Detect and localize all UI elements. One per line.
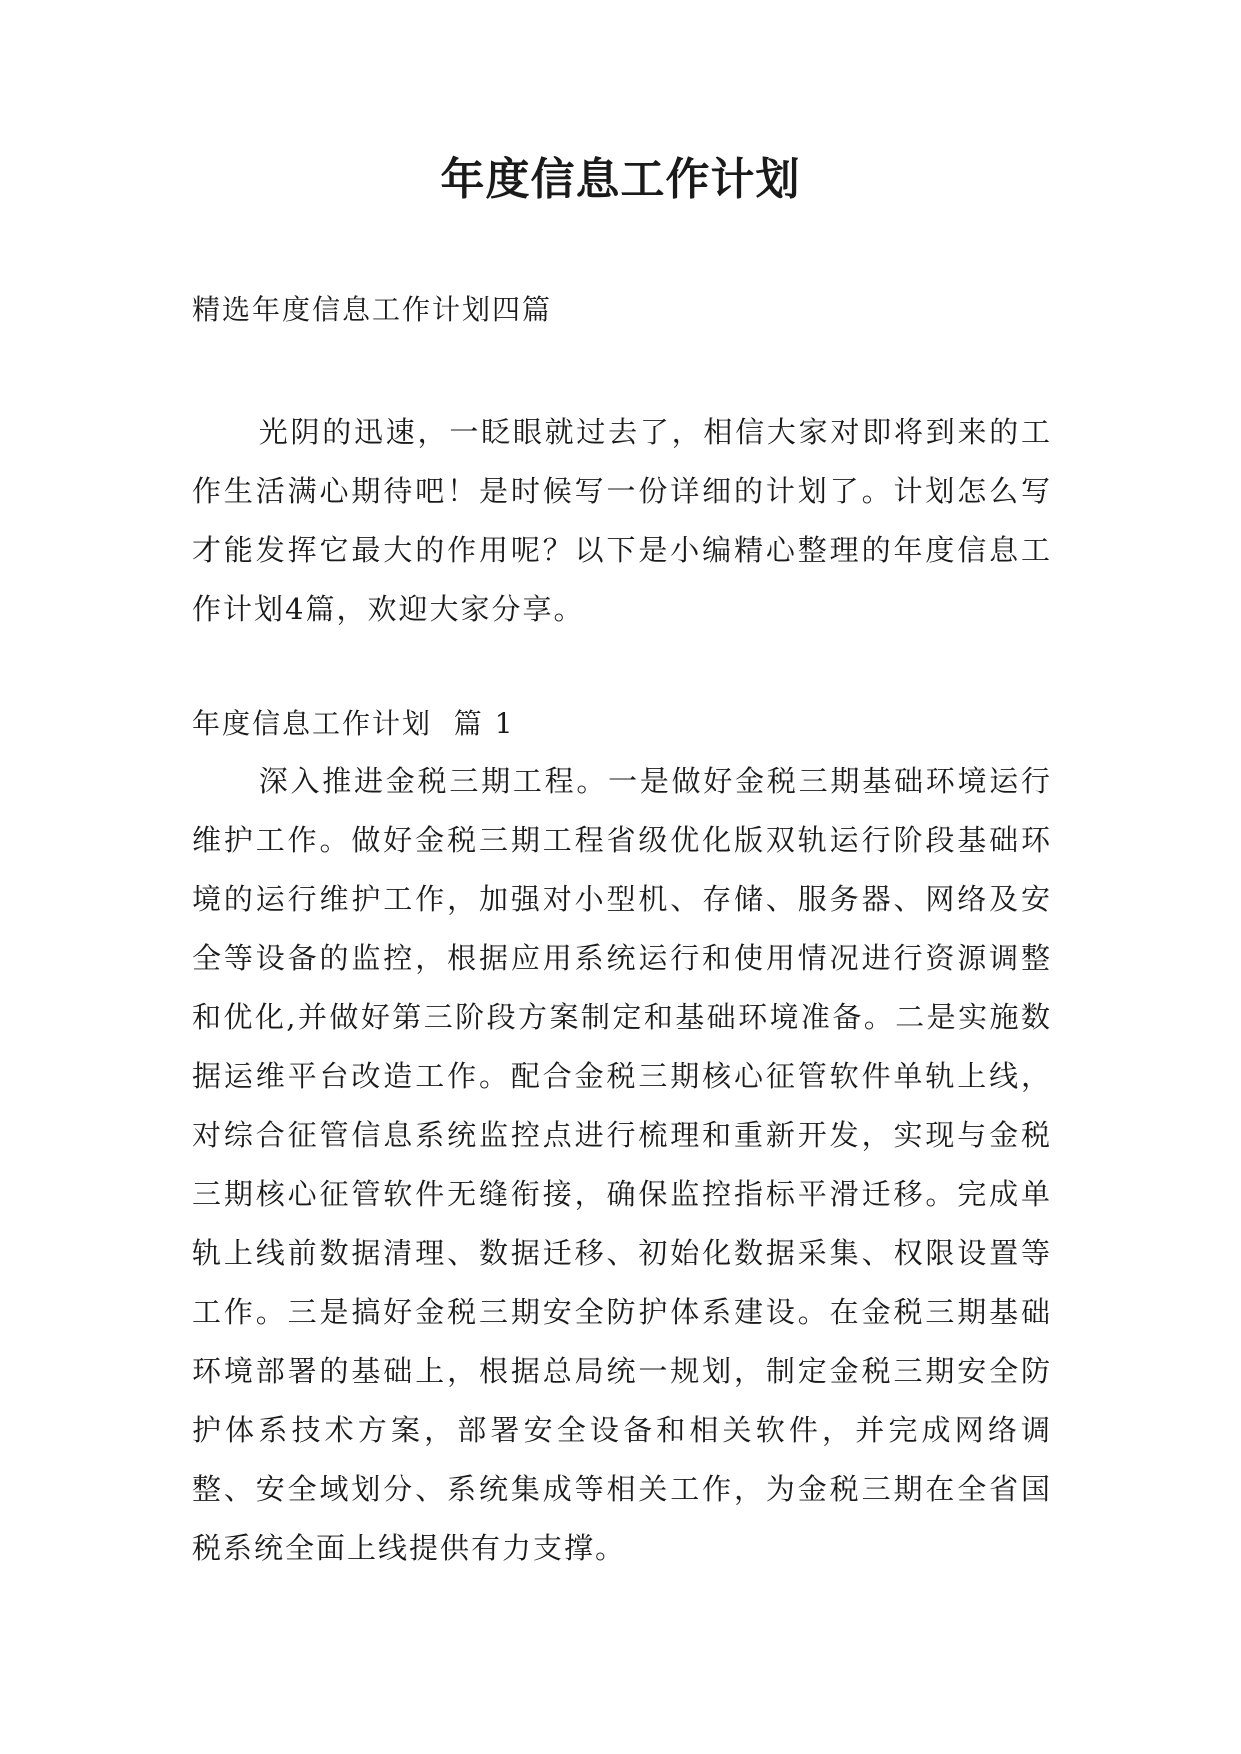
intro-paragraph (192, 403, 1052, 639)
section-heading-1: 年度信息工作计划 篇 1 (192, 707, 515, 740)
section-1-body (192, 752, 1052, 1578)
document-subtitle: 精选年度信息工作计划四篇 (192, 293, 553, 326)
intro-text: 光阴的迅速，一眨眼就过去了，相信大家对即将到来的工作生活满心期待吧！是时候写一份详细的计划了。计划怎么写才能发挥它最大的作用呢？以下是小编精心整理的年度信息工作计划4篇，欢迎大家分享。 (192, 415, 1052, 626)
document-title: 年度信息工作计划 (440, 154, 801, 205)
section-1-text: 深入推进金税三期工程。一是做好金税三期基础环境运行维护工作。做好金税三期工程省级优化版双轨运行阶段基础环境的运行维护工作，加强对小型机、存储、服务器、网络及安全等设备的监控，根据应用系统运行和使用情况进行资源调整和优化,并做好第三阶段方案制定和基础环境准备。二是实施数据运维平台改造工作。配合金税三期核心征管软件单轨上线，对综合征管信息系统监控点进行梳理和重新开发，实现与金税三期核心征管软件无缝衔接，确保监控指标平滑迁移。完成单轨上线前数据清理、数据迁移、初始化数据采集、权限设置等工作。三是搞好金税三期安全防护体系建设。在金税三期基础环境部署的基础上，根据总局统一规划，制定金税三期安全防护体系技术方案，部署安全设备和相关软件，并完成网络调整、安全域划分、系统集成等相关工作，为金税三期在全省国税系统全面上线提供有力支撑。 (192, 764, 1052, 1565)
